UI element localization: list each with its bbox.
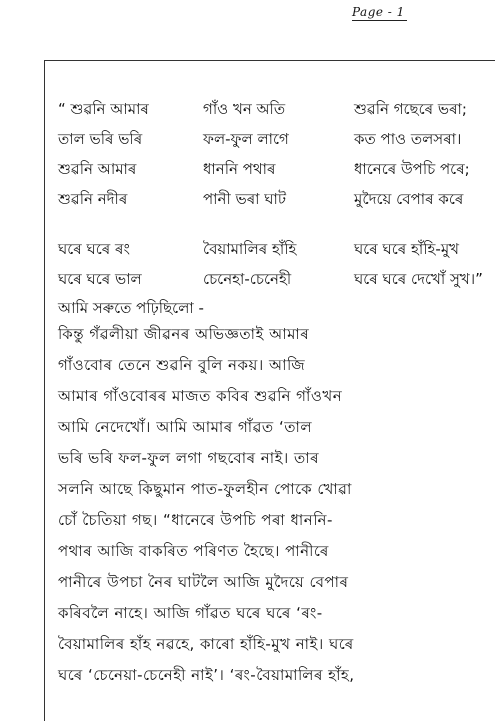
verse-segment: ঘৰে ঘৰে হাঁহি-মুখ xyxy=(354,240,460,258)
verse-line xyxy=(0,96,495,122)
paragraph-line: চোঁ চৈতিয়া গছ। “ধানেৰে উপচি পৰা ধাননি- xyxy=(58,511,333,529)
paragraph-line: ভৰি ভৰি ফল-ফুল লগা গছবোৰ নাই। তাৰ xyxy=(58,449,320,467)
paragraph-line: সলনি আছে কিছুমান পাত-ফুলহীন পোকে খোৱা xyxy=(58,480,352,498)
verse-segment: মুদৈয়ে বেপাৰ কৰে xyxy=(354,190,464,208)
verse-segment: শুৱনি আমাৰ xyxy=(58,160,137,178)
verse-segment: চেনেহা-চেনেহী xyxy=(203,270,292,288)
paragraph-line: ঘৰে ‘চেনেয়া-চেনেহী নাই’। ‘ৰং-বৈয়ামালিৰ হাঁহ, xyxy=(58,666,355,684)
paragraph-line: কৰিবলৈ নাহে। আজি গাঁৱত ঘৰে ঘৰে ‘ৰং- xyxy=(58,604,323,622)
paragraph-line: আমাৰ গাঁওবোৰৰ মাজত কবিৰ শুৱনি গাঁওখন xyxy=(58,387,343,405)
paragraph-line: বৈয়ামালিৰ হাঁহ নৱহে, কাৰো হাঁহি-মুখ নাই। ঘৰে xyxy=(58,635,354,653)
verse-segment: ঘৰে ঘৰে ৰং xyxy=(58,240,130,258)
verse-segment: ফল-ফুল লাগে xyxy=(203,130,289,148)
verse-segment: বৈয়ামালিৰ হাঁহি xyxy=(203,240,297,258)
verse-segment: পানী ভৰা ঘাট xyxy=(203,190,287,208)
verse-segment: তাল ভৰি ভৰি xyxy=(58,130,143,148)
verse-segment: ঘৰে ঘৰে দেখোঁ সুখ।” xyxy=(354,270,483,288)
verse-segment: কত পাও তলসৰা। xyxy=(354,130,462,148)
paragraph-line: কিন্তু গঁৱলীয়া জীৱনৰ অভিজ্ঞতাই আমাৰ xyxy=(58,325,310,343)
verse-segment: ধানেৰে উপচি পৰে; xyxy=(354,160,470,178)
verse-segment: ঘৰে ঘৰে ভাল xyxy=(58,270,142,288)
intro-line: আমি সৰুতে পঢ়িছিলো - xyxy=(58,299,204,317)
verse-segment: শুৱনি গছেৰে ভৰা; xyxy=(354,100,467,118)
paragraph-line: পানীৰে উপচা নৈৰ ঘাটলৈ আজি মুদৈয়ে বেপাৰ xyxy=(58,573,349,591)
verse-segment: “ শুৱনি আমাৰ xyxy=(58,100,149,118)
page-number: Page - 1 xyxy=(352,5,405,19)
paragraph-line: গাঁওবোৰ তেনে শুৱনি বুলি নকয়। আজি xyxy=(58,356,306,374)
verse-segment: ধাননি পথাৰ xyxy=(203,160,276,178)
verse-line xyxy=(0,126,495,152)
verse-segment: শুৱনি নদীৰ xyxy=(58,190,128,208)
paragraph-line: আমি নেদেখোঁ। আমি আমাৰ গাঁৱত ‘তাল xyxy=(58,418,312,436)
verse-segment: গাঁও খন অতি xyxy=(203,100,286,118)
verse-line xyxy=(0,186,495,212)
verse-line xyxy=(0,266,495,292)
verse-line xyxy=(0,156,495,182)
essay-paragraph xyxy=(58,320,495,692)
paragraph-line: পথাৰ আজি বাকৰিত পৰিণত হৈছে। পানীৰে xyxy=(58,542,329,560)
verse-line xyxy=(0,236,495,262)
